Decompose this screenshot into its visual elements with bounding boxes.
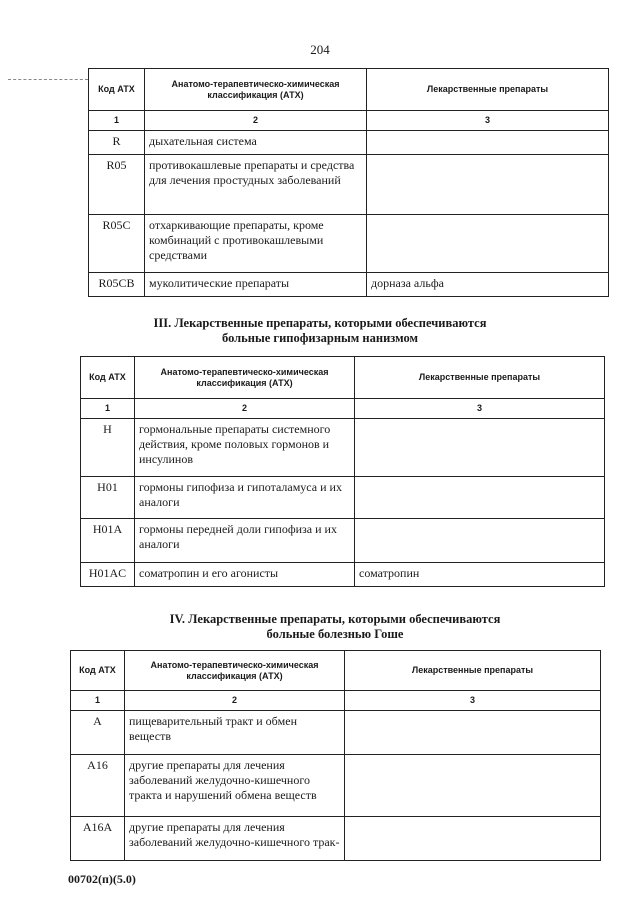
atx-name: другие препараты для лечения заболеваний желудочно-кишечного тракта и нарушений обмена веществ bbox=[125, 755, 345, 817]
scan-dash-line bbox=[8, 79, 88, 80]
section-title-line: больные гипофизарным нанизмом bbox=[221, 331, 418, 345]
column-number: 2 bbox=[125, 691, 345, 711]
table-row bbox=[81, 519, 605, 563]
drug-name bbox=[355, 477, 605, 519]
atx-table-pituitary-nanism bbox=[80, 356, 605, 587]
section-title-line: IV. Лекарственные препараты, которыми обеспечиваются bbox=[169, 612, 501, 626]
table-row bbox=[81, 563, 605, 587]
drug-name bbox=[345, 711, 601, 755]
drug-name bbox=[355, 519, 605, 563]
atx-code: R05CB bbox=[89, 273, 145, 297]
table-row bbox=[89, 131, 609, 155]
section-title-line: больные болезнью Гоше bbox=[266, 627, 404, 641]
header-atx-classification: Анатомо-терапевтическо-химическая классификация (АТХ) bbox=[125, 651, 345, 691]
atx-code: A bbox=[71, 711, 125, 755]
column-number: 3 bbox=[345, 691, 601, 711]
atx-code: A16 bbox=[71, 755, 125, 817]
section-title-line: III. Лекарственные препараты, которыми обеспечиваются bbox=[153, 316, 487, 330]
header-drugs: Лекарственные препараты bbox=[345, 651, 601, 691]
atx-name: другие препараты для лечения заболеваний желудочно-кишечного трак- bbox=[125, 817, 345, 861]
drug-name bbox=[367, 131, 609, 155]
header-atx-classification: Анатомо-терапевтическо-химическая классификация (АТХ) bbox=[145, 69, 367, 111]
section-title-gaucher-disease bbox=[140, 612, 530, 642]
drug-name: соматропин bbox=[355, 563, 605, 587]
section-title-pituitary-nanism bbox=[130, 316, 510, 346]
atx-table-respiratory bbox=[88, 68, 609, 297]
table-row bbox=[81, 477, 605, 519]
atx-name: отхаркивающие препараты, кроме комбинаций с противокашлевыми средствами bbox=[145, 215, 367, 273]
page-number: 204 bbox=[310, 42, 330, 57]
table-row bbox=[89, 273, 609, 297]
header-code-atx: Код АТХ bbox=[81, 357, 135, 399]
drug-name: дорназа альфа bbox=[367, 273, 609, 297]
atx-name: противокашлевые препараты и средства для лечения простудных заболеваний bbox=[145, 155, 367, 215]
column-number: 3 bbox=[367, 111, 609, 131]
atx-name: гормоны передней доли гипофиза и их аналоги bbox=[135, 519, 355, 563]
atx-name: дыхательная система bbox=[145, 131, 367, 155]
table-header-row bbox=[71, 651, 601, 691]
column-number: 1 bbox=[81, 399, 135, 419]
column-number-row bbox=[89, 111, 609, 131]
column-number: 3 bbox=[355, 399, 605, 419]
table-row bbox=[71, 817, 601, 861]
drug-name bbox=[355, 419, 605, 477]
column-number: 1 bbox=[71, 691, 125, 711]
column-number-row bbox=[81, 399, 605, 419]
column-number: 2 bbox=[145, 111, 367, 131]
atx-code: R05 bbox=[89, 155, 145, 215]
document-footer-code: 00702(п)(5.0) bbox=[68, 872, 136, 886]
atx-name: пищеварительный тракт и обмен веществ bbox=[125, 711, 345, 755]
atx-name: соматропин и его агонисты bbox=[135, 563, 355, 587]
atx-name: муколитические препараты bbox=[145, 273, 367, 297]
atx-code: H01 bbox=[81, 477, 135, 519]
table-row bbox=[89, 155, 609, 215]
atx-code: H bbox=[81, 419, 135, 477]
column-number-row bbox=[71, 691, 601, 711]
table-row bbox=[81, 419, 605, 477]
atx-table-gaucher-disease bbox=[70, 650, 601, 861]
drug-name bbox=[367, 215, 609, 273]
atx-name: гормональные препараты системного действия, кроме половых гормонов и инсулинов bbox=[135, 419, 355, 477]
drug-name bbox=[367, 155, 609, 215]
atx-name: гормоны гипофиза и гипоталамуса и их аналоги bbox=[135, 477, 355, 519]
header-drugs: Лекарственные препараты bbox=[355, 357, 605, 399]
column-number: 1 bbox=[89, 111, 145, 131]
column-number: 2 bbox=[135, 399, 355, 419]
drug-name bbox=[345, 755, 601, 817]
table-header-row bbox=[81, 357, 605, 399]
atx-code: R bbox=[89, 131, 145, 155]
table-header-row bbox=[89, 69, 609, 111]
table-row bbox=[71, 755, 601, 817]
atx-code: H01AC bbox=[81, 563, 135, 587]
drug-name bbox=[345, 817, 601, 861]
header-code-atx: Код АТХ bbox=[89, 69, 145, 111]
header-drugs: Лекарственные препараты bbox=[367, 69, 609, 111]
atx-code: R05C bbox=[89, 215, 145, 273]
header-code-atx: Код АТХ bbox=[71, 651, 125, 691]
header-atx-classification: Анатомо-терапевтическо-химическая классификация (АТХ) bbox=[135, 357, 355, 399]
table-row bbox=[71, 711, 601, 755]
table-row bbox=[89, 215, 609, 273]
atx-code: H01A bbox=[81, 519, 135, 563]
atx-code: A16A bbox=[71, 817, 125, 861]
